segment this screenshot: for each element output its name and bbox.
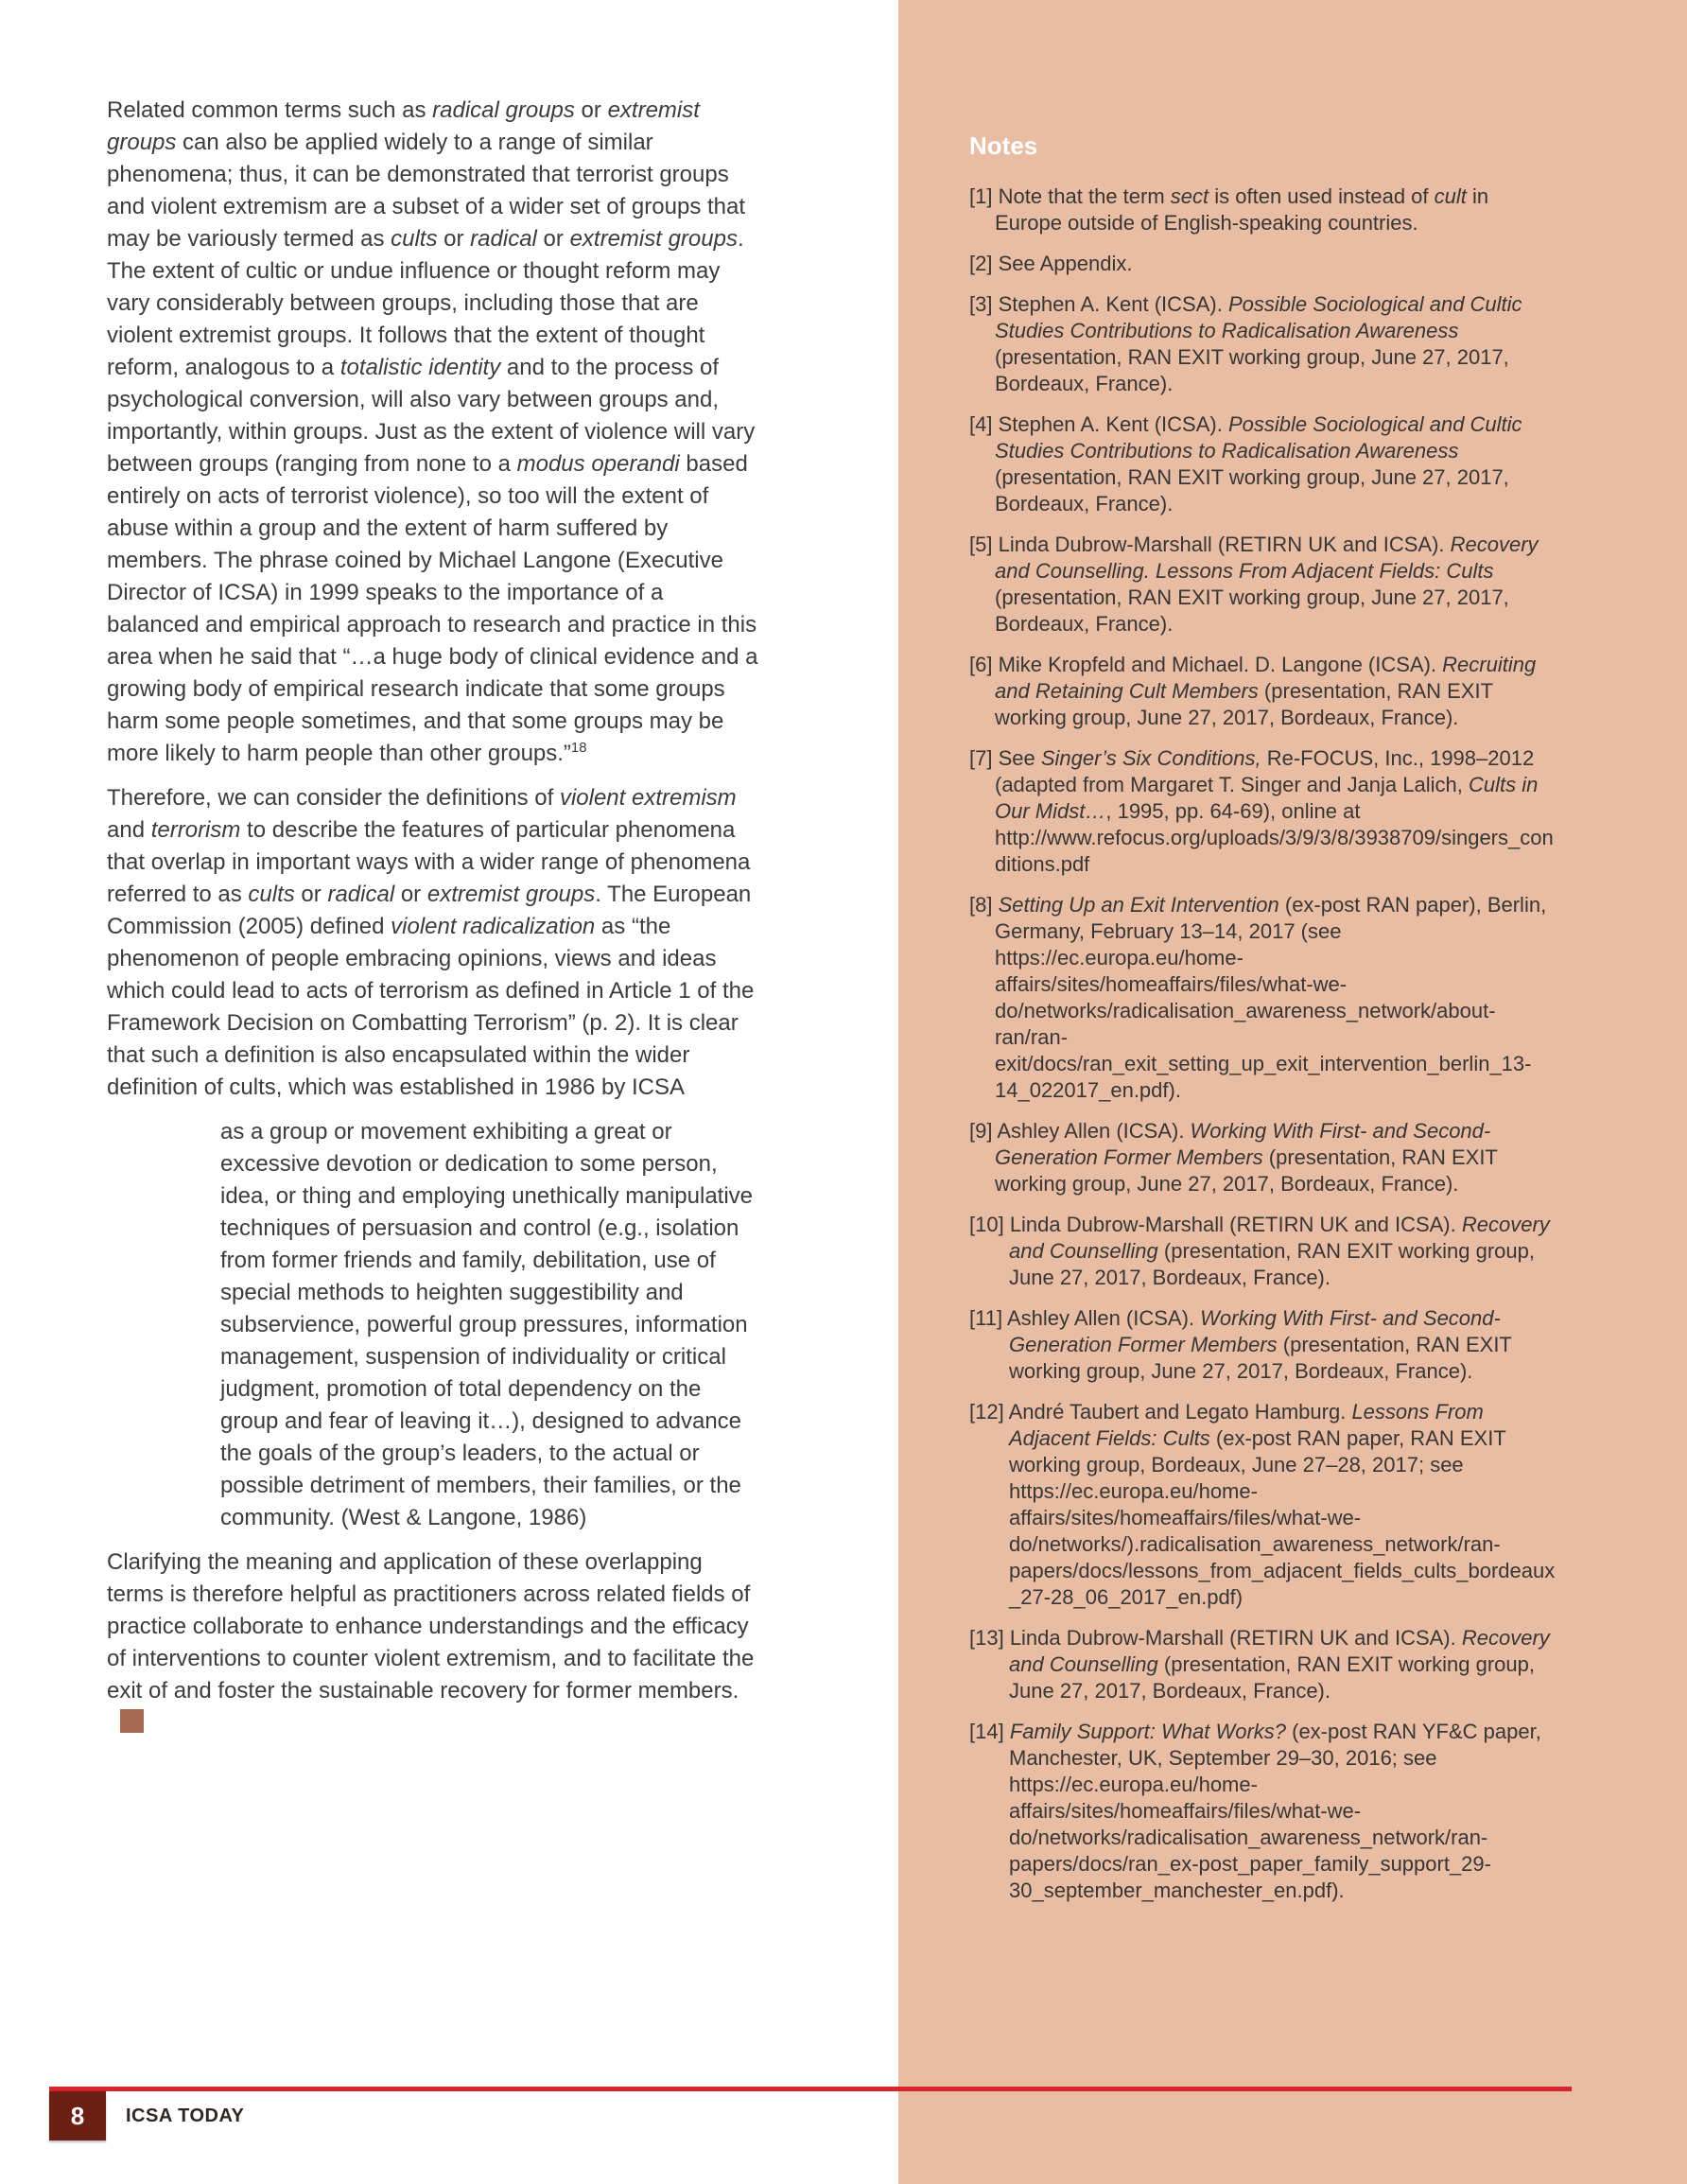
notes-section [969, 132, 1556, 1918]
text-run: (ex-post RAN paper, RAN EXIT working group, Bordeaux, June 27–28, 2017; see https://ec.europa.eu/home-affairs/sites/homeaffairs/files/what-we-do/networks/).radicalisation_awareness_network/ran-papers/docs/lessons_from_adjacent_fields_cults_bordeaux_27-28_06_2017_en.pdf) [1009, 1426, 1556, 1609]
text-run: Clarifying the meaning and application of these overlapping terms is therefore helpful as practitioners across related fields of practice collaborate to enhance understandings and the efficacy of interventions to counter violent extremism, and to facilitate the exit of and foster the sustainable recovery for former members. [107, 1549, 755, 1704]
text-run: Linda Dubrow-Marshall (RETIRN UK and ICSA). [1009, 1213, 1462, 1236]
text-run: in Europe outside of English-speaking countries. [995, 184, 1489, 235]
italic-text: Recovery and Counselling [1009, 1626, 1550, 1676]
paragraph [107, 95, 759, 770]
text-run: Ashley Allen (ICSA). [997, 1119, 1191, 1143]
italic-text: Family Support: What Works? [1009, 1720, 1286, 1743]
italic-text: Singer’s Six Conditions, [1040, 746, 1261, 770]
text-run: or [294, 882, 328, 907]
text-run: Ashley Allen (ICSA). [1006, 1306, 1201, 1330]
italic-text: Working With First- and Second-Generation Former Members [995, 1119, 1491, 1169]
note-item [969, 892, 1556, 1104]
footer-rule [49, 2087, 1572, 2091]
note-marker: [10] [969, 1213, 1010, 1236]
text-run: (presentation, RAN EXIT working group, June 27, 2017, Bordeaux, France). [1009, 1652, 1536, 1703]
note-item [969, 251, 1556, 277]
italic-text: Possible Sociological and Cultic Studies Contributions to Radicalisation Awareness [995, 412, 1522, 463]
note-marker: [3] [969, 292, 999, 316]
text-run: as a group or movement exhibiting a great or excessive devotion or dedication to some person, idea, or thing and employing unethically manipulative techniques of persuasion and control (e.g., isolation from former friends and family, debilitation, use of special methods to heighten suggestibility and subservience, powerful group pressures, information management, suspension of individuality or critical judgment, promotion of total dependency on the group and fear of leaving it…), designed to advance the goals of the group’s leaders, to the actual or possible detriment of members, their families, or the community. (West & Langone, 1986) [220, 1119, 754, 1530]
italic-text: Recovery and Counselling. Lessons From Adjacent Fields: Cults [995, 533, 1539, 583]
text-run: (presentation, RAN EXIT working group, June 27, 2017, Bordeaux, France). [1009, 1333, 1512, 1383]
italic-text: Working With First- and Second-Generation Former Members [1009, 1306, 1501, 1356]
text-run: or [574, 97, 608, 123]
italic-text: radical [470, 226, 537, 252]
italic-text: cult [1434, 184, 1467, 208]
journal-name: ICSA TODAY [126, 2105, 245, 2126]
text-run: Re-FOCUS, Inc., 1998–2012 (adapted from Margaret T. Singer and Janja Lalich, [995, 746, 1535, 796]
note-item [969, 411, 1556, 517]
text-run: to describe the features of particular phenomena that overlap in important ways with a wider range of phenomena referred to as [107, 817, 751, 907]
note-marker: [8] [969, 893, 999, 917]
italic-text: cults [248, 882, 295, 907]
text-run: is often used instead of [1209, 184, 1435, 208]
block-quote [220, 1116, 759, 1534]
note-marker: [2] [969, 252, 999, 275]
text-run: , 1995, pp. 64-69), online at http://www.refocus.org/uploads/3/9/3/8/3938709/singers_conditions.pdf [995, 799, 1554, 876]
italic-text: extremist groups [426, 882, 596, 907]
italic-text: violent extremism [559, 785, 737, 811]
italic-text: Recovery and Counselling [1009, 1213, 1550, 1263]
text-run: (ex-post RAN YF&C paper, Manchester, UK, September 29–30, 2016; see https://ec.europa.eu/home-affairs/sites/homeaffairs/files/what-we-do/networks/radicalisation_awareness_network/ran-papers/docs/ran_ex-post_paper_family_support_29-30_september_manchester_en.pdf). [1009, 1720, 1541, 1902]
note-marker: [11] [969, 1306, 1007, 1330]
text-run: or [536, 226, 570, 252]
note-item [969, 745, 1556, 878]
note-item [969, 291, 1556, 397]
text-run: (presentation, RAN EXIT working group, June 27, 2017, Bordeaux, France). [995, 465, 1509, 515]
note-marker: [12] [969, 1400, 1009, 1424]
text-run: Related common terms such as [107, 97, 433, 123]
italic-text: modus operandi [516, 451, 680, 477]
text-run: . The European Commission (2005) defined [107, 882, 752, 939]
text-run: See Appendix. [998, 252, 1133, 275]
end-of-article-marker [120, 1709, 144, 1733]
note-item [969, 1305, 1556, 1385]
note-marker: [7] [969, 746, 999, 770]
text-run: as “the phenomenon of people embracing opinions, views and ideas which could lead to acts of terrorism as defined in Article 1 of the Framework Decision on Combatting Terrorism” (p. 2). It is clear that such a definition is also encapsulated within the wider definition of cults, which was established in 1986 by ICSA [107, 914, 755, 1100]
text-run: See [998, 746, 1041, 770]
note-item [969, 1399, 1556, 1611]
notes-list [969, 183, 1556, 1904]
text-run: based entirely on acts of terrorist violence), so too will the extent of abuse within a group and the extent of harm suffered by members. The phrase coined by Michael Langone (Executive Director of ICSA) in 1999 speaks to the importance of a balanced and empirical approach to research and practice in this area when he said that “…a huge body of clinical evidence and a growing body of empirical research indicate that some groups harm some people sometimes, and that some groups may be more likely to harm people than other groups.” [107, 451, 758, 766]
footnote-reference: 18 [570, 741, 587, 756]
text-run: Linda Dubrow-Marshall (RETIRN UK and ICSA). [998, 533, 1451, 556]
note-marker: [4] [969, 412, 999, 436]
note-marker: [1] [969, 184, 999, 208]
note-marker: [14] [969, 1720, 1010, 1743]
text-run: and [107, 817, 151, 843]
italic-text: Lessons From Adjacent Fields: Cults [1009, 1400, 1484, 1450]
text-run: (presentation, RAN EXIT working group, June 27, 2017, Bordeaux, France). [995, 1145, 1498, 1196]
text-run: (presentation, RAN EXIT working group, June 27, 2017, Bordeaux, France). [995, 345, 1509, 395]
paragraph [107, 1546, 759, 1739]
italic-text: totalistic identity [339, 355, 501, 380]
text-run: can also be applied widely to a range of similar phenomena; thus, it can be demonstrated that terrorist groups and violent extremism are a subset of a wider set of groups that may be variously termed as [107, 130, 746, 252]
italic-text: violent radicalization [391, 914, 596, 939]
italic-text: radical [327, 882, 395, 907]
note-item [969, 1719, 1556, 1904]
text-run: André Taubert and Legato Hamburg. [1008, 1400, 1352, 1424]
italic-text: radical groups [432, 97, 575, 123]
page-number-box [49, 2091, 106, 2140]
note-marker: [13] [969, 1626, 1010, 1650]
note-item [969, 532, 1556, 638]
note-item [969, 652, 1556, 731]
text-run: . The extent of cultic or undue influence or thought reform may vary considerably between groups, including those that are violent extremist groups. It follows that the extent of thought reform, analogous to a [107, 226, 744, 380]
italic-text: extremist groups [107, 97, 700, 155]
text-run: Mike Kropfeld and Michael. D. Langone (ICSA). [998, 653, 1443, 676]
note-marker: [9] [969, 1119, 998, 1143]
text-run: (ex-post RAN paper), Berlin, Germany, February 13–14, 2017 (see https://ec.europa.eu/home-affairs/sites/homeaffairs/files/what-we-do/networks/radicalisation_awareness_network/about-ran/ran-exit/docs/ran_exit_setting_up_exit_intervention_berlin_13-14_022017_en.pdf). [995, 893, 1547, 1102]
note-item [969, 183, 1556, 236]
text-run: (presentation, RAN EXIT working group, June 27, 2017, Bordeaux, France). [995, 679, 1493, 729]
italic-text: extremist groups [569, 226, 738, 252]
italic-text: cults [391, 226, 438, 252]
paragraph [107, 782, 759, 1104]
article-body [107, 95, 759, 1752]
italic-text: Recruiting and Retaining Cult Members [995, 653, 1537, 703]
text-run: Stephen A. Kent (ICSA). [998, 292, 1228, 316]
italic-text: terrorism [150, 817, 241, 843]
note-item [969, 1625, 1556, 1704]
italic-text: Setting Up an Exit Intervention [998, 893, 1279, 917]
text-run: (presentation, RAN EXIT working group, June 27, 2017, Bordeaux, France). [995, 585, 1509, 636]
text-run: or [437, 226, 471, 252]
italic-text: Possible Sociological and Cultic Studies Contributions to Radicalisation Awareness [995, 292, 1522, 342]
italic-text: sect [1170, 184, 1209, 208]
note-item [969, 1212, 1556, 1291]
note-marker: [6] [969, 653, 999, 676]
notes-title: Notes [969, 131, 1038, 160]
text-run: and to the process of psychological conversion, will also vary between groups and, importantly, within groups. Just as the extent of violence will vary between groups (ranging from none to a [107, 355, 756, 477]
italic-text: Cults in Our Midst… [995, 773, 1539, 823]
text-run: Note that the term [998, 184, 1171, 208]
text-run: Linda Dubrow-Marshall (RETIRN UK and ICSA). [1009, 1626, 1462, 1650]
note-marker: [5] [969, 533, 999, 556]
text-run: (presentation, RAN EXIT working group, June 27, 2017, Bordeaux, France). [1009, 1239, 1536, 1289]
page-number: 8 [70, 2101, 85, 2130]
text-run: Therefore, we can consider the definitions of [107, 785, 560, 811]
text-run: Stephen A. Kent (ICSA). [998, 412, 1228, 436]
text-run: or [394, 882, 427, 907]
note-item [969, 1118, 1556, 1197]
